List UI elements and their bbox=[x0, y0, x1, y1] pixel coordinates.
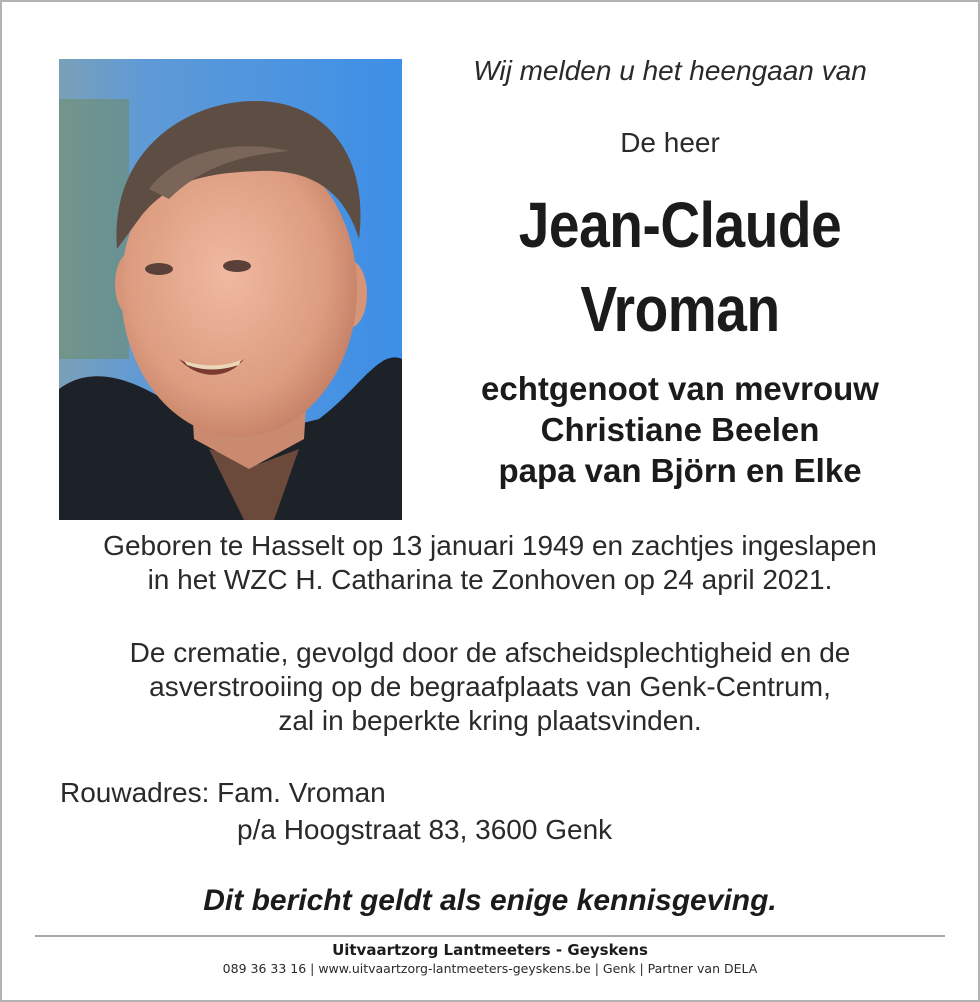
ceremony-line-3: zal in beperkte kring plaatsvinden. bbox=[278, 705, 702, 736]
ceremony-line-1: De crematie, gevolgd door de afscheidsplechtigheid en de bbox=[129, 637, 851, 668]
relation-line-3: papa van Björn en Elke bbox=[498, 452, 862, 489]
deceased-first-name: Jean-Claude bbox=[518, 189, 842, 261]
notice-text: Dit bericht geldt als enige kennisgeving. bbox=[203, 884, 777, 917]
undertaker-contact: 089 36 33 16 | www.uitvaartzorg-lantmeeters-geyskens.be | Genk | Partner van DELA bbox=[222, 961, 758, 976]
undertaker-name: Uitvaartzorg Lantmeeters - Geyskens bbox=[332, 941, 648, 959]
address-line-1: Rouwadres: Fam. Vroman bbox=[60, 777, 386, 808]
deceased-last-name: Vroman bbox=[580, 273, 780, 345]
birth-line-2: in het WZC H. Catharina te Zonhoven op 24 april 2021. bbox=[147, 564, 833, 595]
portrait-image bbox=[59, 59, 402, 520]
footer-divider bbox=[35, 935, 945, 937]
birth-line-1: Geboren te Hasselt op 13 januari 1949 en zachtjes ingeslapen bbox=[103, 530, 877, 561]
relation-line-1: echtgenoot van mevrouw bbox=[481, 370, 879, 407]
intro-text: Wij melden u het heengaan van bbox=[473, 55, 867, 86]
ceremony-line-2: asverstrooiing op de begraafplaats van Genk-Centrum, bbox=[149, 671, 831, 702]
relation-line-2: Christiane Beelen bbox=[540, 411, 820, 448]
address-line-2: p/a Hoogstraat 83, 3600 Genk bbox=[237, 814, 613, 845]
honorific: De heer bbox=[620, 127, 720, 158]
portrait-photo bbox=[59, 59, 402, 520]
